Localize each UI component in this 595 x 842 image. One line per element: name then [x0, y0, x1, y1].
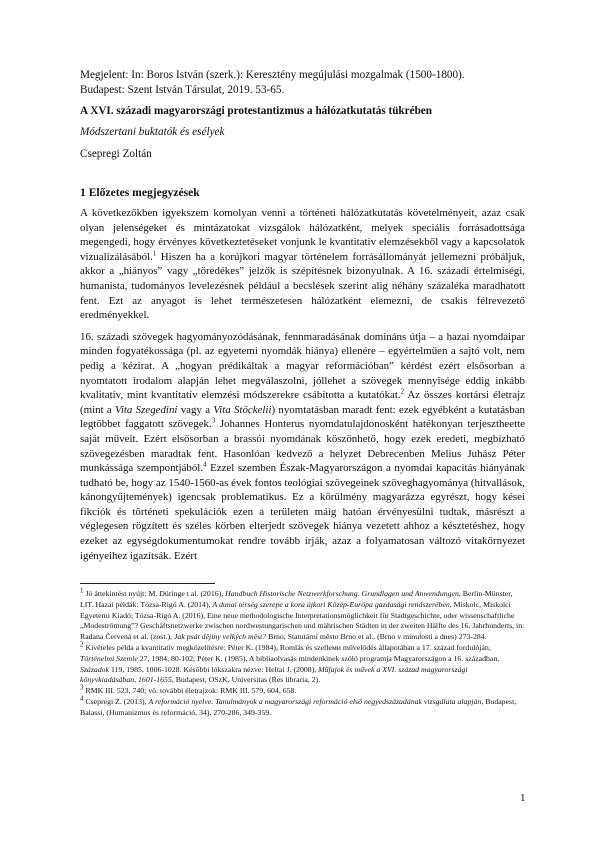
footnote-number: 2	[80, 640, 84, 649]
text-run: A következőkben igyekszem komolyan venni a történeti hálózatkutatás követelményeit, azaz csak olyan jelenségeket és mintázatokat vizsgálok hálózatként, melyek speciális forrásadottsága megengedi, hogy érvényes következtetéseket vonjunk le kvantitatív elemzésekből vagy a kapcsolatok vizualizálásából.	[80, 207, 525, 263]
footnote-4	[80, 694, 525, 719]
section-heading: 1 Előzetes megjegyzések	[80, 186, 200, 199]
text-run: 119, 1985, 1006-1028. Későbbi lókszakra nézve: Heltai J. (2008),	[109, 664, 319, 674]
footnote-number: 1	[80, 586, 84, 595]
text-run: , Miskolc, Miskolci Egyetemi Kiadó; Tózsa-Rigó A. (2016), Eine neue methodologische Interpretationsmöglichkeit für Stadtgeschichte, oder wissenschaftliche „Modeströmung”? Geschäftsnetzwerke zwischen nordwestungarischen und mährischen Städten in der zweiten Hälfte des 16. Jahrhunderts, in: Radana Červená et al. (zost.),	[80, 599, 525, 642]
text-run: vagy a	[177, 403, 214, 416]
text-run: Hiszen ha a korújkori magyar történelem forrásállományát jellemezni próbáljuk, akkor a „hiányos” vagy „töredékes” jelzők is szépítésnek bizonyulnak. A 16. századi értelmiségi, humanista, tudományos levelezésnek például a becslések szerint alig néhány százaléka maradhatott fent. Ezt az anyagot is lehet természetesen hálózatként elemezni, de csakis félrevezető eredményekkel.	[80, 250, 525, 322]
footnote-ref-4[interactable]: 4	[203, 460, 207, 469]
text-run: RMK III. 523, 740; vö. további életrajzok: RMK III. 579, 604, 658.	[83, 686, 297, 696]
page-number: 1	[520, 792, 526, 804]
text-run-italic: Jak psát dějiny velkých měst?	[173, 632, 267, 642]
footnotes	[80, 586, 525, 719]
text-run-italic: A dunai térség szerepe a kora újkori Közép-Európa gazdasági rendszerében	[212, 599, 450, 609]
text-run-italic: Műfajok és művek a XVI. század magyarországi könyvkiadásában, 1601-1655	[80, 664, 468, 685]
article-title: A XVI. századi magyarországi protestantizmus a hálózatkutatás tükrében	[80, 105, 432, 117]
text-run-italic: Századok	[80, 664, 110, 674]
text-run: Brno, Statutární město Brno et al., (Brno v minulosti a dnes) 273-284.	[266, 632, 487, 642]
text-run-italic: Vita Szegedini	[115, 403, 178, 416]
citation-header	[80, 68, 525, 98]
text-run: , Budapest, Balassi, (Humanizmus és reformáció, 34), 270-286, 349-359.	[80, 696, 517, 717]
text-run: ) nyomtatásban maradt fent: ezek egyébként a kutatásban legtöbbet faggatott szövegek.	[80, 403, 525, 431]
article-subtitle: Módszertani buktatók és esélyek	[80, 126, 225, 138]
text-run-italic: Történelmi Szemle	[80, 653, 138, 663]
text-run: Jó áttekintést nyújt: M. Düringe t al. (2016),	[83, 589, 226, 598]
footnote-2	[80, 640, 525, 686]
footnote-ref-3[interactable]: 3	[211, 416, 216, 425]
text-run: Johannes Honterus nyomdatulajdonosként hatékonyan terjesztheette saját műveit. Ezért elsősorban a brassói nyomdának köszönhető, hogy ezek eredeti, megbízható szövegezésben maradtak fent. Hasonlóan kedvező a helyzet Debrecenben Melius Juhász Péter munkássága szempontjából.	[80, 418, 525, 475]
footnote-3	[80, 683, 525, 697]
text-run-italic: Handbuch Historische Netzwerkforschung. Grundlagen und Anwendungen	[225, 589, 459, 598]
footnote-ref-1[interactable]: 1	[152, 249, 157, 258]
text-run: , Berlin-Münster, LIT. Hazai példák: Tózsa-Rigó A. (2014),	[80, 589, 513, 609]
paragraph-1	[80, 206, 525, 323]
footnote-ref-2[interactable]: 2	[400, 387, 405, 396]
text-run-italic: Vita Stöckelii	[213, 403, 272, 416]
citation-line-2: Budapest: Szent István Társulat, 2019. 53-65.	[80, 84, 285, 96]
text-run: Kivételes példa a kvantitatív megközelítésre: Péter K. (1984), Romlás és szelleми művelődés állapotában a 17. század fordulóján,	[83, 642, 491, 652]
footnote-number: 3	[80, 683, 84, 692]
body-text	[80, 206, 525, 570]
text-run: 27, 1984, 80-102; Péter K. (1985), A bibliaolvasás mindenkinek szóló programja Magyarországon a 16. században,	[137, 653, 500, 663]
text-run-italic: A reformáció nyelve. Tanulmányok a magyarországi reformáció első negyedszázadának vizsgálata alapján	[148, 696, 482, 706]
footnote-separator	[80, 583, 215, 584]
footnote-number: 4	[80, 694, 84, 703]
footnote-1	[80, 586, 525, 643]
text-run: Ezzel szemben Észak-Magyarországon a nyomdai kapacitás hiányának tudható be, hogy az 1540-1560-as évek fontos teológiai szövegeinek szöveghagyománya (hitvallások, kánongyűjtemények) igencsak problematikus. Ez a körülmény magyarázza egyrészt, hogy kései fikciók és történeti spekulációk ezen a területen máig hatóan érvényesülni tudtak, másrészt a véglegesen rögzített és széles körben elterjedt szövegek hiánya vezetett ahhoz a késztetéshez, hogy ezeket az egységdokumentumokat rendre tovább írják, azaz a folyamatosan változó vitakörnyezet igényeihez igazítsák. Ezért	[80, 462, 525, 562]
text-run: Az összes kortársi életrajz (mint a	[80, 389, 525, 416]
text-run: 16. századi szövegek hagyományozódásának, fennmaradásának domináns útja – a hazai nyomdaipar minden fogyatékossága (pl. az egyetemi nyomdák hiánya) ellenére – egyértelműen a sajtó volt, nem pedig a kézirat. A „hogyan prédikáltak a magyar reformációban” kérdést ezért elsősorban a nyomtatott irodalom alapján lehet megválaszolni, jóllehet a szövegek mennyisége eddig inkább kvalitatív, mint kvantitatív elemzési módszerekre csábította a kutatókat.	[80, 330, 525, 402]
paragraph-2	[80, 330, 525, 564]
text-run: Csepregi Z. (2013),	[83, 696, 149, 706]
article-author: Csepregi Zoltán	[80, 148, 152, 160]
citation-line-1: Megjelent: In: Boros István (szerk.): Keresztény megújulási mozgalmak (1500-1800).	[80, 69, 465, 81]
text-run: , Budapest, OSzK, Universitas (Res libraria, 2).	[171, 675, 321, 685]
